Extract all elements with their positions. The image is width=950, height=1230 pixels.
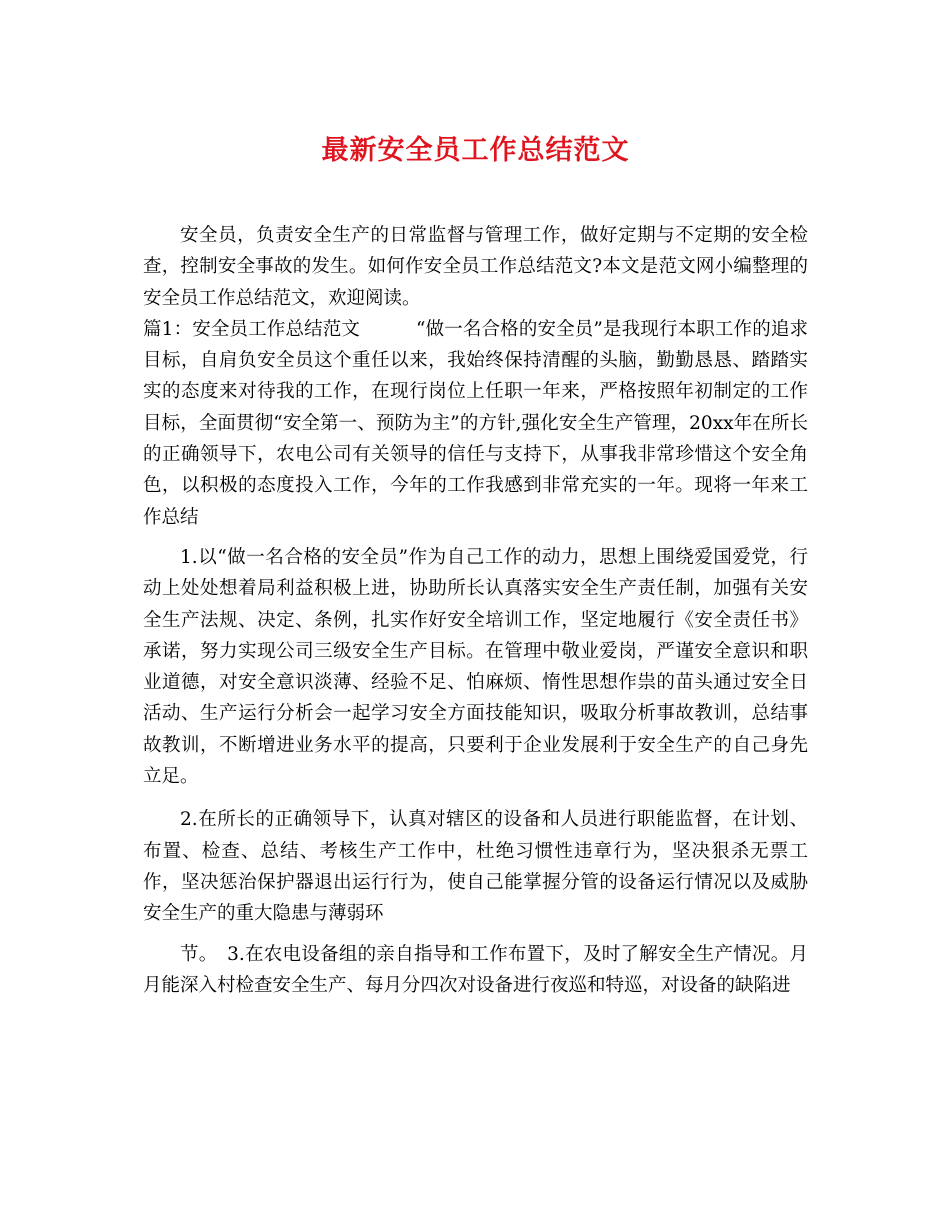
section-1-paragraph: 篇1：安全员工作总结范文 “做一名合格的安全员”是我现行本职工作的追求目标，自肩负安全员这个重任以来，我始终保持清醒的头脑，勤勤恳恳、踏踏实实的态度来对待我的工作，在现行岗位上任职一年来，严格按照年初制定的工作目标，全面贯彻“安全第一、预防为主”的方针,强化安全生产管理，20xx年在所长的正确领导下，农电公司有关领导的信任与支持下，从事我非常珍惜这个安全角色，以积极的态度投入工作，今年的工作我感到非常充实的一年。现将一年来工作总结 bbox=[143, 318, 808, 528]
point-3-paragraph: 节。 3.在农电设备组的亲自指导和工作布置下，及时了解安全生产情况。月月能深入村检查安全生产、每月分四次对设备进行夜巡和特巡，对设备的缺陷进 bbox=[143, 943, 808, 996]
point-2-paragraph: 2.在所长的正确领导下，认真对辖区的设备和人员进行职能监督，在计划、布置、检查、总结、考核生产工作中，杜绝习惯性违章行为，坚决狠杀无票工作，坚决惩治保护器退出运行行为，使自己能掌握分管的设备运行情况以及威胁安全生产的重大隐患与薄弱环 bbox=[143, 809, 808, 925]
point-1-paragraph: 1.以“做一名合格的安全员”作为自己工作的动力，思想上围绕爱国爱党，行动上处处想着局利益积极上进，协助所长认真落实安全生产责任制，加强有关安全生产法规、决定、条例，扎实作好安全培训工作，坚定地履行《安全责任书》承诺，努力实现公司三级安全生产目标。在管理中敬业爱岗，严谨安全意识和职业道德，对安全意识淡薄、经验不足、怕麻烦、惰性思想作祟的苗头通过安全日活动、生产运行分析会一起学习安全方面技能知识，吸取分析事故教训，总结事故教训，不断增进业务水平的提高，只要利于企业发展利于安全生产的自己身先立足。 bbox=[143, 546, 808, 788]
document-title: 最新安全员工作总结范文 bbox=[321, 135, 630, 166]
document-page bbox=[143, 125, 808, 1001]
intro-paragraph: 安全员，负责安全生产的日常监督与管理工作，做好定期与不定期的安全检查，控制安全事故的发生。如何作安全员工作总结范文?本文是范文网小编整理的安全员工作总结范文，欢迎阅读。 bbox=[143, 225, 808, 309]
